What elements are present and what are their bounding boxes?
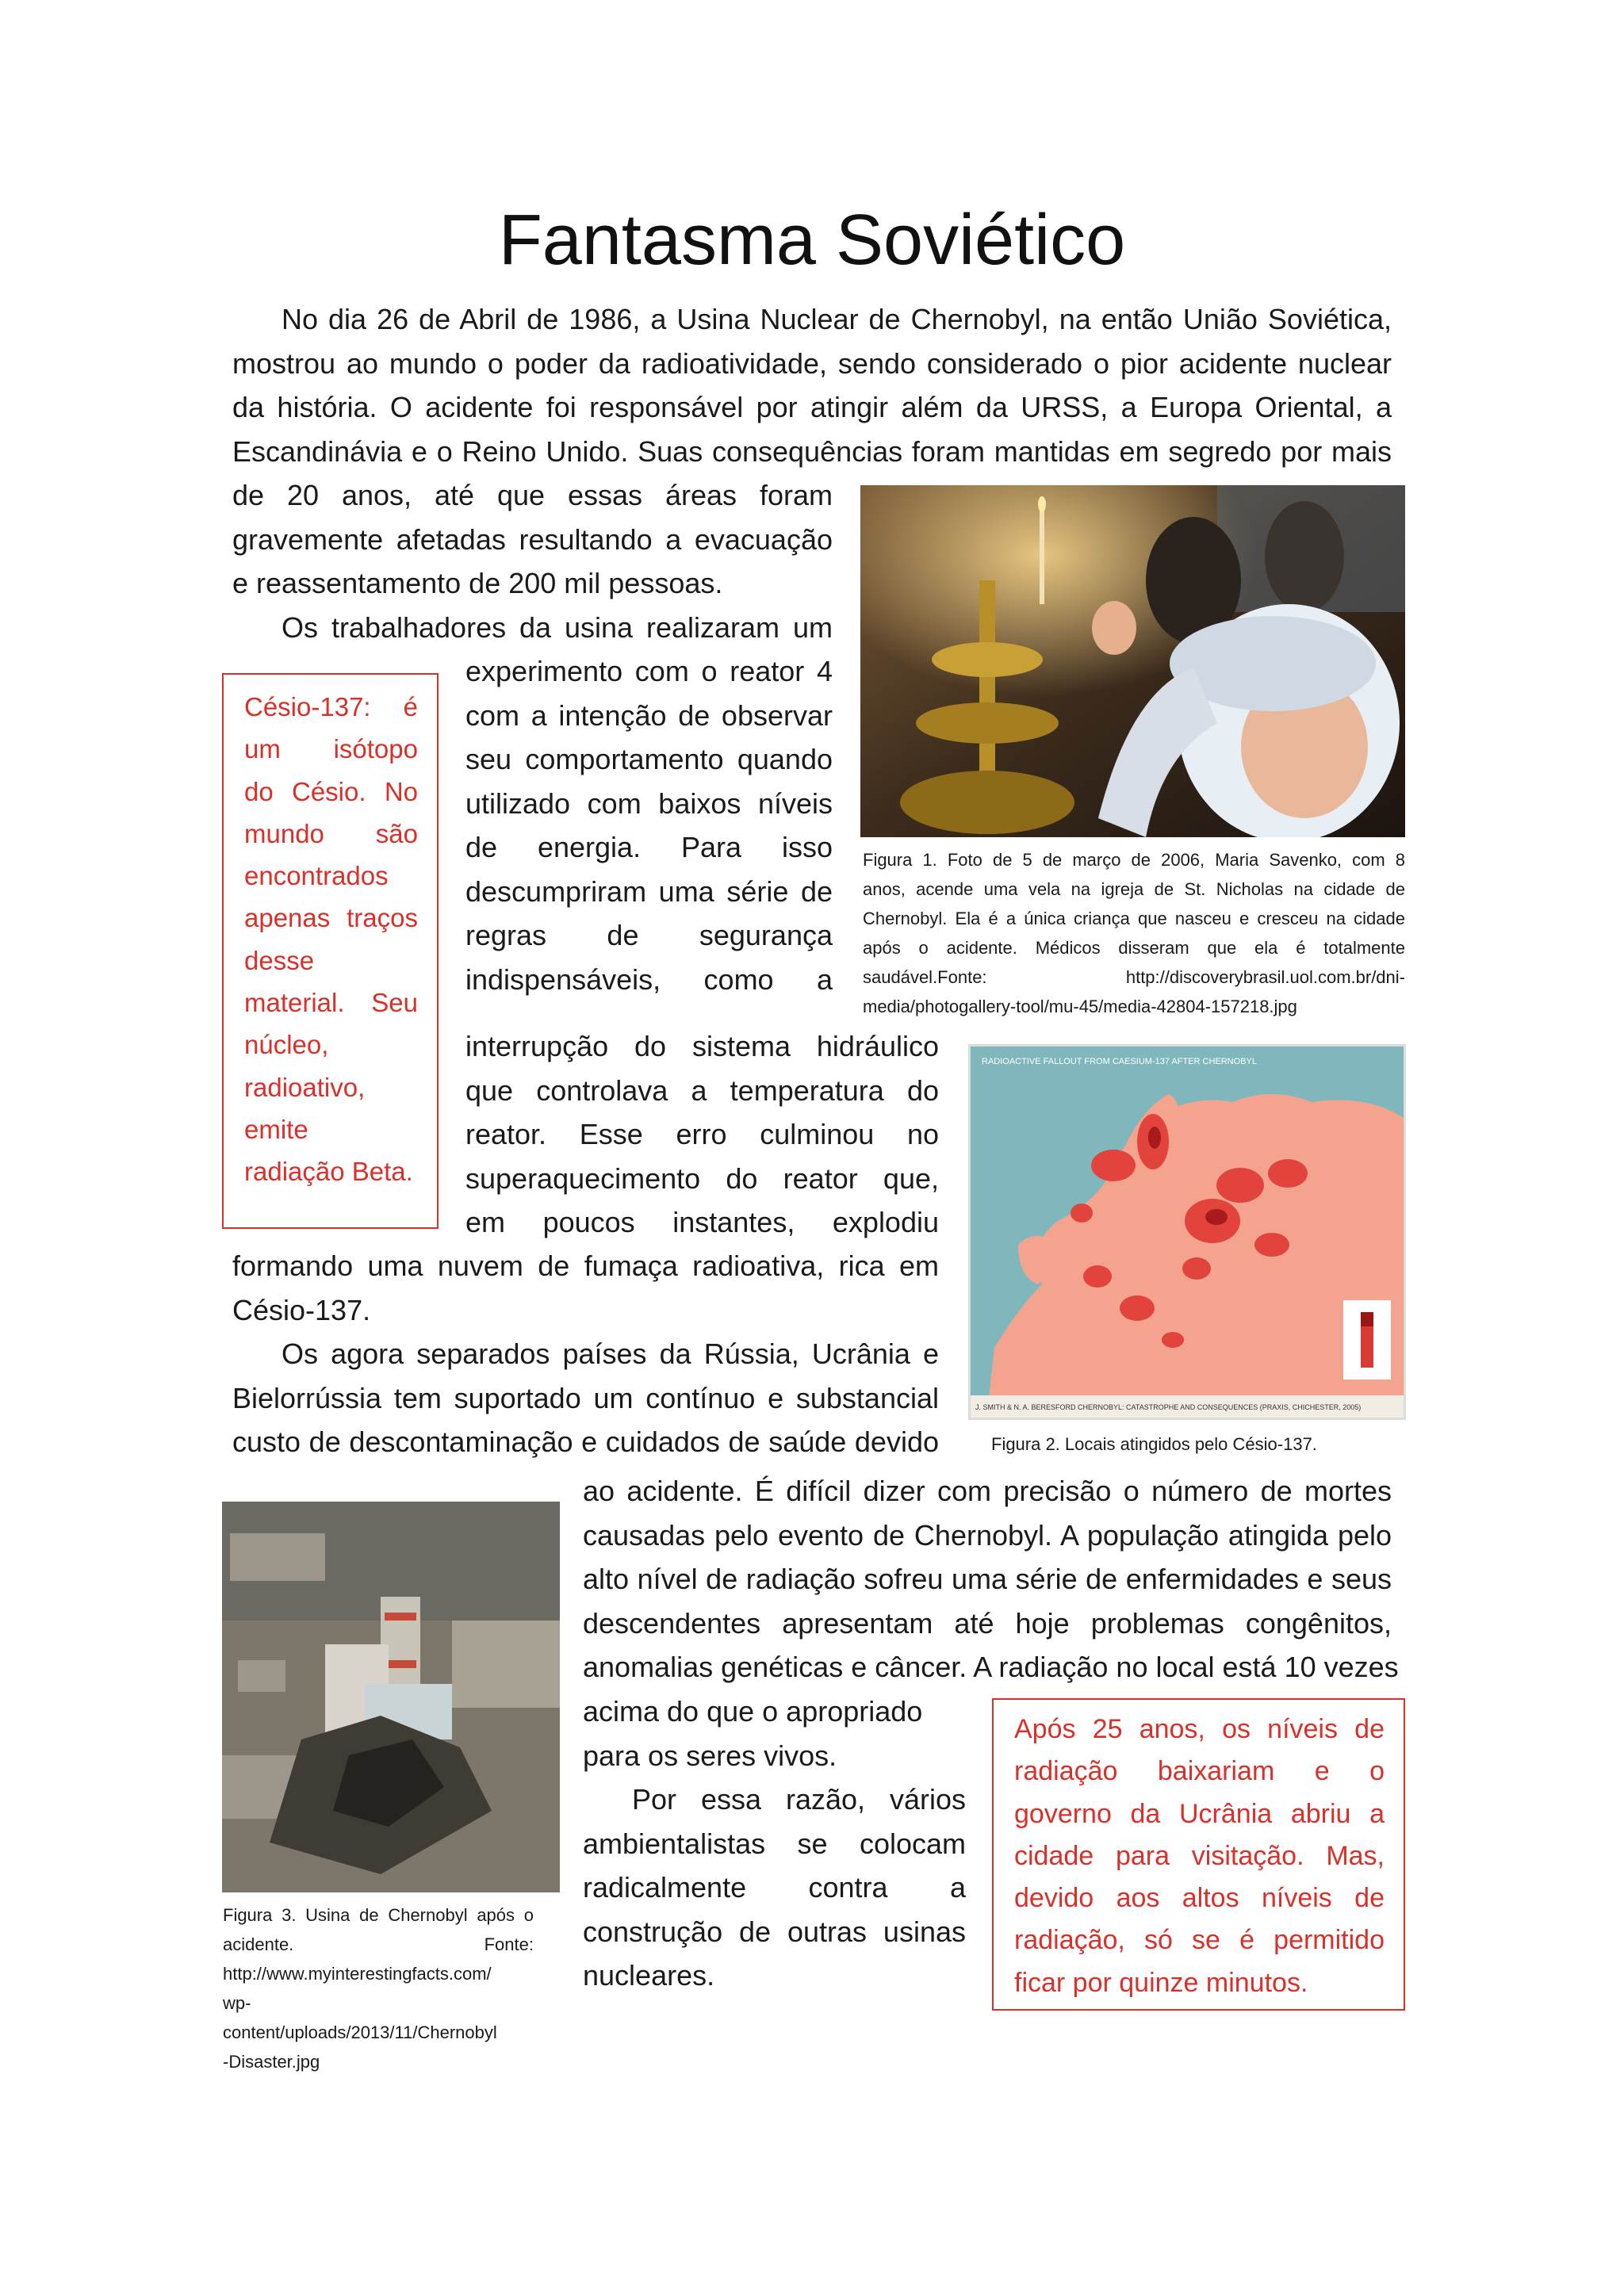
cesium-info-box (222, 673, 439, 1229)
box-line: emite (244, 1114, 308, 1144)
caption-line: Chernobyl. Ela é a única criança que nasceu e cresceu na cidade (863, 909, 1405, 928)
text-line: de 20 anos, até que essas áreas foram (232, 479, 833, 511)
text-line: reator. Esse erro culminou no (465, 1118, 939, 1150)
radiation-visit-box (992, 1698, 1405, 2011)
figure-3-photo (222, 1502, 560, 1892)
box-line: apenas traços (244, 903, 418, 933)
text-line: Escandinávia e o Reino Unido. Suas consequências foram mantidas em segredo por mais (232, 434, 1392, 468)
text-line: radicalmente contra a (583, 1871, 966, 1904)
text-line: regras de segurança (465, 919, 833, 951)
text-line: utilizado com baixos níveis (465, 786, 833, 820)
paragraph-experiment-end (232, 1244, 939, 1464)
text-line: descendentes apresentam até hoje problemas congênitos, (583, 1606, 1392, 1640)
europe-fallout-map (971, 1047, 1404, 1418)
paragraph-intro-cont (232, 473, 833, 649)
text-line: causadas pelo evento de Chernobyl. A população atingida pelo (583, 1518, 1392, 1552)
box-line: radiação baixariam e o (1014, 1756, 1385, 1787)
text-line: Por essa razão, vários (632, 1783, 966, 1816)
text-line: descumpriram uma série de (465, 874, 833, 908)
box-line: radiação, só se é permitido (1014, 1925, 1385, 1956)
text-line: seu comportamento quando (465, 743, 833, 775)
text-line: interrupção do sistema hidráulico (465, 1030, 939, 1062)
box-line: material. Seu (244, 988, 418, 1018)
caption-line: anos, acende uma vela na igreja de St. Nicholas na cidade de (863, 879, 1405, 899)
box-line: radiação Beta. (244, 1157, 413, 1187)
chernobyl-plant-photo (222, 1502, 560, 1892)
caption-line: -Disaster.jpg (223, 2052, 320, 2072)
box-line: do Césio. No (244, 776, 418, 806)
text-line: indispensáveis, como a (465, 962, 833, 996)
caption-line: wp- (223, 1993, 251, 2013)
caption-line: content/uploads/2013/11/Chernobyl (223, 2022, 497, 2042)
text-line: para os seres vivos. (583, 1739, 837, 1772)
figure-1-photo (860, 485, 1405, 837)
text-line: de energia. Para isso (465, 831, 833, 863)
figure-2-caption: Figura 2. Locais atingidos pelo Césio-137. (991, 1434, 1317, 1454)
paragraph-consequences-end (583, 1689, 966, 1998)
box-line: cidade para visitação. Mas, (1014, 1840, 1385, 1871)
text-line: ao acidente. É difícil dizer com precisão o número de mortes (583, 1475, 1392, 1507)
paragraph-consequences (583, 1469, 1399, 1689)
box-line: mundo são (244, 818, 418, 848)
box-line: devido aos altos níveis de (1014, 1883, 1385, 1914)
caption-line: http://www.myinterestingfacts.com/ (223, 1964, 492, 1984)
text-line: experimento com o reator 4 (465, 655, 833, 687)
map-title: RADIOACTIVE FALLOUT FROM CAESIUM-137 AFTER CHERNOBYL (982, 1057, 1257, 1066)
text-line: mostrou ao mundo o poder da radioatividade, sendo considerado o pior acidente nuclear (232, 346, 1392, 380)
box-line: Césio-137: é (244, 692, 418, 721)
text-line: ambientalistas se colocam (583, 1827, 966, 1860)
text-line: formando uma nuvem de fumaça radioativa, rica em (232, 1249, 939, 1282)
page-title: Fantasma Soviético (498, 201, 1126, 280)
text-line: nucleares. (583, 1959, 715, 1992)
box-line: encontrados (244, 861, 389, 891)
caption-line: saudável.Fonte: http://discoverybrasil.uol.com.br/dni- (863, 967, 1405, 987)
box-line: núcleo, (244, 1030, 329, 1060)
caption-line: media/photogallery-tool/mu-45/media-42804-157218.jpg (863, 997, 1297, 1016)
box-line: Após 25 anos, os níveis de (1014, 1714, 1385, 1744)
text-line: acima do que o apropriado (583, 1695, 923, 1728)
text-line: Os trabalhadores da usina realizaram um (282, 610, 833, 644)
caption-line: após o acidente. Médicos disseram que ela é totalmente (863, 938, 1405, 958)
text-line: anomalias genéticas e câncer. A radiação no local está 10 vezes (583, 1651, 1399, 1683)
caption-line: Figura 3. Usina de Chernobyl após o (223, 1905, 534, 1925)
figure-2-map (968, 1044, 1406, 1420)
map-footer: J. SMITH & N. A. BERESFORD CHERNOBYL: CATASTROPHE AND CONSEQUENCES (PRAXIS, CHICHESTER, 2005) (975, 1403, 1362, 1411)
text-line: custo de descontaminação e cuidados de saúde devido (232, 1425, 939, 1458)
text-line: alto nível de radiação sofreu uma série de enfermidades e seus (583, 1563, 1392, 1595)
box-line: radioativo, (244, 1072, 366, 1102)
text-line: Os agora separados países da Rússia, Ucrânia e (282, 1337, 939, 1370)
figure-1-caption (863, 845, 1405, 1021)
text-line: No dia 26 de Abril de 1986, a Usina Nuclear de Chernobyl, na então União Soviética, (282, 303, 1392, 335)
box-line: ficar por quinze minutos. (1014, 1967, 1308, 1998)
text-line: superaquecimento do reator que, (465, 1161, 939, 1195)
text-line: da história. O acidente foi responsável por atingir além da URSS, a Europa Oriental, a (232, 391, 1392, 423)
text-line: gravemente afetadas resultando a evacuação (232, 522, 833, 556)
text-line: Césio-137. (232, 1293, 371, 1326)
box-line: desse (244, 945, 315, 975)
paragraph-experiment (465, 649, 833, 1001)
caption-line: Figura 1. Foto de 5 de março de 2006, Maria Savenko, com 8 (863, 850, 1405, 870)
caption-line: acidente. Fonte: (223, 1934, 534, 1954)
box-line: um isótopo (244, 734, 418, 764)
box-line: governo da Ucrânia abriu a (1014, 1798, 1385, 1829)
text-line: Bielorrússia tem suportado um contínuo e substancial (232, 1381, 939, 1414)
text-line: e reassentamento de 200 mil pessoas. (232, 567, 723, 599)
paragraph-intro (232, 297, 1392, 473)
paragraph-experiment-cont (465, 1024, 939, 1245)
text-line: construção de outras usinas (583, 1915, 966, 1948)
church-candle-photo (860, 485, 1405, 837)
text-line: que controlava a temperatura do (465, 1073, 939, 1107)
text-line: em poucos instantes, explodiu (465, 1206, 939, 1238)
text-line: com a intenção de observar (465, 698, 833, 732)
figure-3-caption (223, 1900, 534, 2076)
